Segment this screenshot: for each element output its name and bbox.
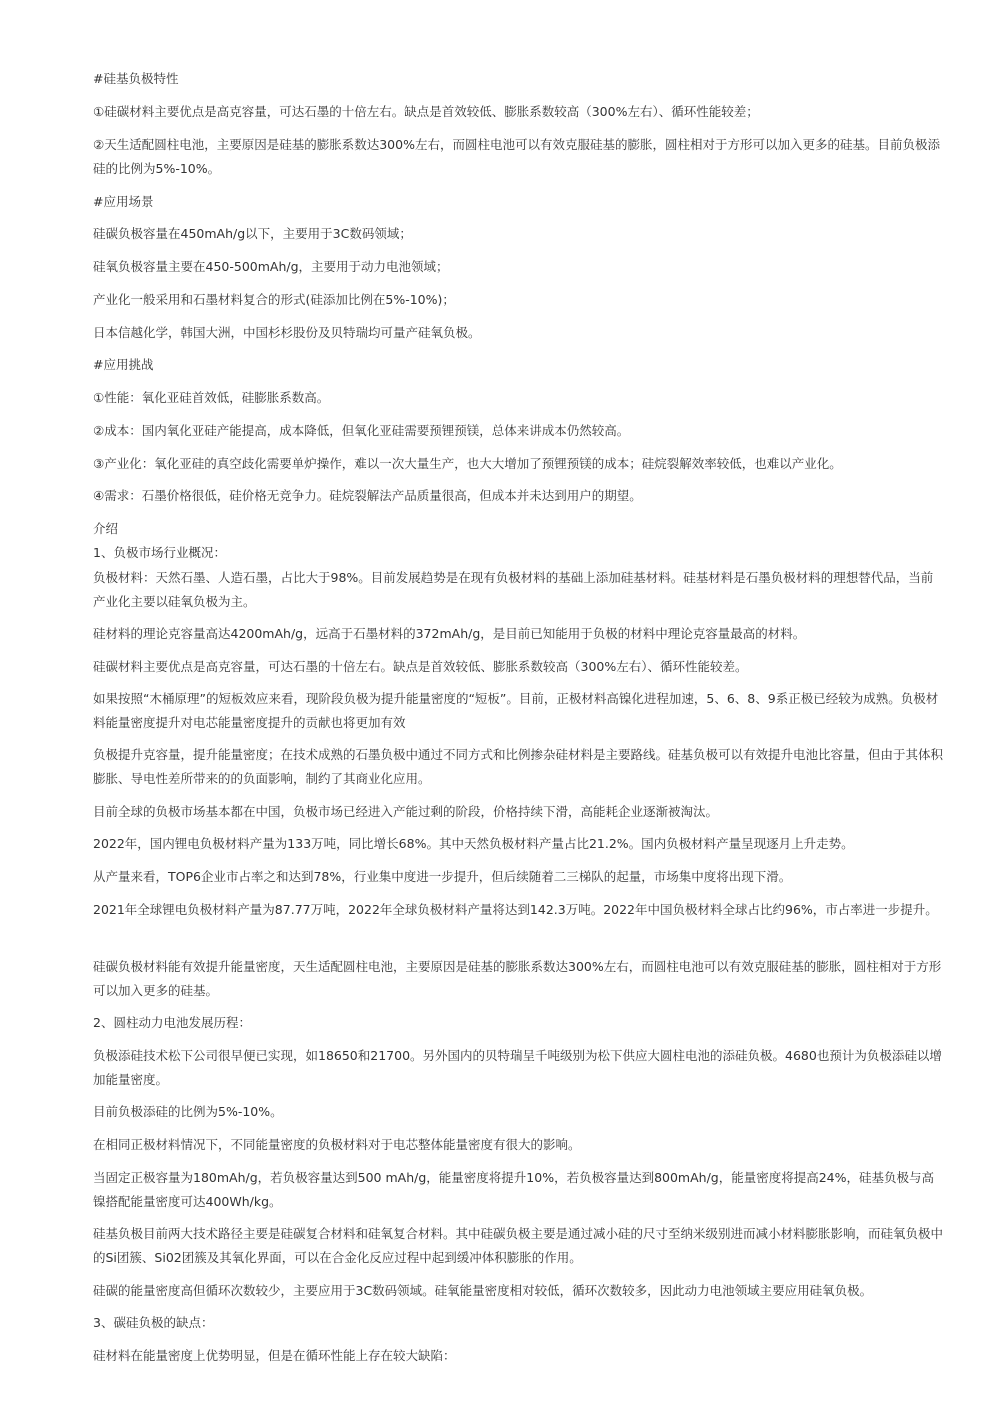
paragraph: 硅碳材料主要优点是高克容量，可达石墨的十倍左右。缺点是首效较低、膨胀系数较高（300%左右）、循环性能较差。 [93, 659, 748, 674]
paragraph: ①硅碳材料主要优点是高克容量，可达石墨的十倍左右。缺点是首效较低、膨胀系数较高（300%左右）、循环性能较差； [93, 104, 759, 119]
heading-application-challenges: #应用挑战 [93, 357, 154, 372]
paragraph: 2022年，国内锂电负极材料产量为133万吨，同比增长68%。其中天然负极材料产量占比21.2%。国内负极材料产量呈现逐月上升走势。 [93, 836, 854, 851]
paragraph: 2021年全球锂电负极材料产量为87.77万吨，2022年全球负极材料产量将达到142.3万吨。2022年中国负极材料全球占比约96%，市占率进一步提升。 [93, 902, 938, 917]
section-heading-1: 1、负极市场行业概况： [93, 545, 226, 560]
section-heading-2: 2、圆柱动力电池发展历程： [93, 1015, 251, 1030]
paragraph: 负极材料：天然石墨、人造石墨，占比大于98%。目前发展趋势是在现有负极材料的基础上添加硅基材料。硅基材料是石墨负极材料的理想替代品，当前产业化主要以硅氧负极为主。 [93, 570, 934, 609]
paragraph: 从产量来看，TOP6企业市占率之和达到78%，行业集中度进一步提升，但后续随着二三梯队的起量，市场集中度将出现下滑。 [93, 869, 792, 884]
paragraph: 硅材料在能量密度上优势明显，但是在循环性能上存在较大缺陷： [93, 1348, 456, 1363]
paragraph: ②天生适配圆柱电池，主要原因是硅基的膨胀系数达300%左右，而圆柱电池可以有效克服硅基的膨胀，圆柱相对于方形可以加入更多的硅基。目前负极添硅的比例为5%-10%。 [93, 137, 940, 176]
paragraph: ②成本：国内氧化亚硅产能提高，成本降低，但氧化亚硅需要预锂预镁，总体来讲成本仍然较高。 [93, 423, 630, 438]
paragraph: 当固定正极容量为180mAh/g，若负极容量达到500 mAh/g，能量密度将提升10%，若负极容量达到800mAh/g，能量密度将提高24%，硅基负极与高镍搭配能量密度可达400Wh/kg。 [93, 1170, 935, 1209]
paragraph: 硅基负极目前两大技术路径主要是硅碳复合材料和硅氧复合材料。其中硅碳负极主要是通过减小硅的尺寸至纳米级别进而减小材料膨胀影响，而硅氧负极中的Si团簇、Si02团簇及其氧化界面，可以在合金化反应过程中起到缓冲体积膨胀的作用。 [93, 1226, 944, 1265]
paragraph: 目前全球的负极市场基本都在中国，负极市场已经进入产能过剩的阶段，价格持续下滑，高能耗企业逐渐被淘汰。 [93, 804, 719, 819]
heading-introduction: 介绍 [93, 521, 119, 536]
paragraph: 目前负极添硅的比例为5%-10%。 [93, 1104, 283, 1119]
paragraph: 硅氧负极容量主要在450-500mAh/g，主要用于动力电池领域； [93, 259, 449, 274]
paragraph: ①性能：氧化亚硅首效低，硅膨胀系数高。 [93, 390, 330, 405]
paragraph: 如果按照“木桶原理”的短板效应来看，现阶段负极为提升能量密度的“短板”。目前，正极材料高镍化进程加速，5、6、8、9系正极已经较为成熟。负极材料能量密度提升对电芯能量密度提升的贡献也将更加有效 [93, 691, 939, 730]
paragraph: 硅碳的能量密度高但循环次数较少，主要应用于3C数码领域。硅氧能量密度相对较低，循环次数较多，因此动力电池领域主要应用硅氧负极。 [93, 1283, 873, 1298]
paragraph: 日本信越化学，韩国大洲，中国杉杉股份及贝特瑞均可量产硅氧负极。 [93, 325, 481, 340]
paragraph: ④需求：石墨价格很低，硅价格无竞争力。硅烷裂解法产品质量很高，但成本并未达到用户的期望。 [93, 488, 642, 503]
paragraph: 负极添硅技术松下公司很早便已实现，如18650和21700。另外国内的贝特瑞呈千吨级别为松下供应大圆柱电池的添硅负极。4680也预计为负极添硅以增加能量密度。 [93, 1048, 942, 1087]
heading-application-scenarios: #应用场景 [93, 194, 154, 209]
section-heading-3: 3、碳硅负极的缺点： [93, 1315, 214, 1330]
paragraph: 在相同正极材料情况下，不同能量密度的负极材料对于电芯整体能量密度有很大的影响。 [93, 1137, 581, 1152]
paragraph: 产业化一般采用和石墨材料复合的形式(硅添加比例在5%-10%)； [93, 292, 455, 307]
paragraph: 硅材料的理论克容量高达4200mAh/g，远高于石墨材料的372mAh/g，是目前已知能用于负极的材料中理论克容量最高的材料。 [93, 626, 806, 641]
paragraph: 负极提升克容量，提升能量密度；在技术成熟的石墨负极中通过不同方式和比例掺杂硅材料是主要路线。硅基负极可以有效提升电池比容量，但由于其体积膨胀、导电性差所带来的的负面影响，制约了其商业化应用。 [93, 747, 944, 786]
paragraph: ③产业化：氧化亚硅的真空歧化需要单炉操作，难以一次大量生产，也大大增加了预锂预镁的成本；硅烷裂解效率较低，也难以产业化。 [93, 456, 842, 471]
heading-silicon-anode-properties: #硅基负极特性 [93, 71, 179, 86]
paragraph: 硅碳负极容量在450mAh/g以下，主要用于3C数码领域； [93, 226, 412, 241]
paragraph: 硅碳负极材料能有效提升能量密度，天生适配圆柱电池，主要原因是硅基的膨胀系数达300%左右，而圆柱电池可以有效克服硅基的膨胀，圆柱相对于方形可以加入更多的硅基。 [93, 959, 942, 998]
